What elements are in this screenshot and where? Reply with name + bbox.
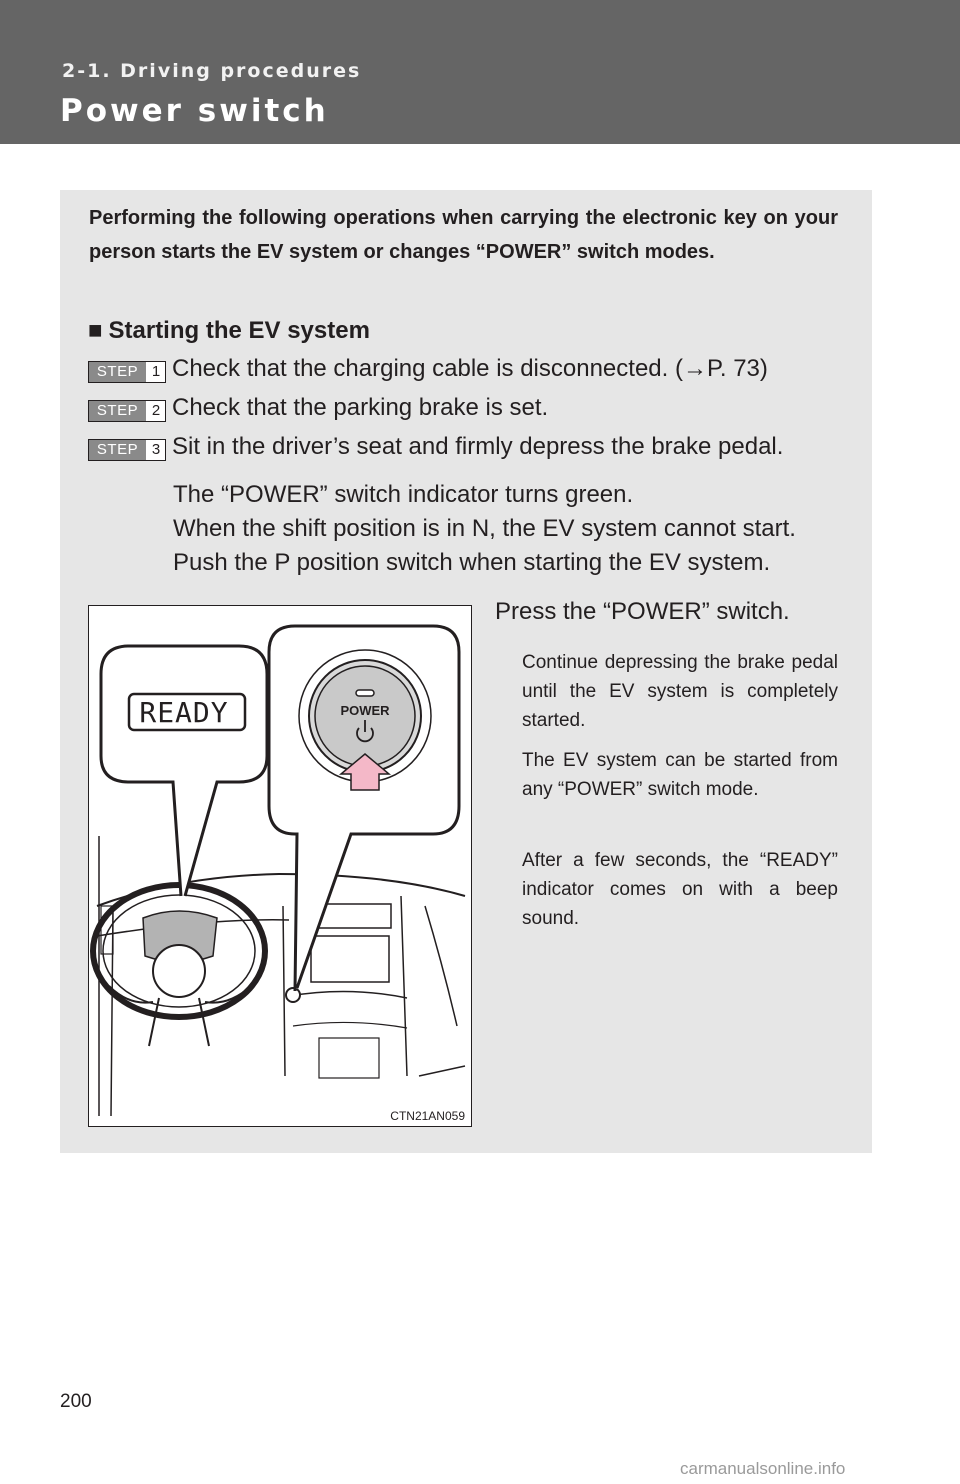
illustration-code: CTN21AN059 (390, 1109, 465, 1123)
dashboard-drawing (89, 606, 473, 1128)
step3-note: Push the P position switch when starting the EV system. (173, 549, 771, 576)
step-badge-label: STEP (89, 362, 146, 382)
step-badge (88, 361, 166, 383)
power-button-label: POWER (340, 703, 390, 718)
intro-paragraph: Performing the following operations when carrying the electronic key on your person starts the EV system or changes “POWER” switch modes. (89, 207, 838, 263)
step4-note: Continue depressing the brake pedal until the EV system is completely started. (522, 652, 838, 731)
step-badge-label: STEP (89, 440, 146, 460)
step3-note: When the shift position is in N, the EV system cannot start. (173, 515, 796, 542)
page-title: Power switch (60, 93, 329, 129)
step-badge (88, 439, 166, 461)
step-4-text: Press the “POWER” switch. (495, 598, 790, 625)
step-badge-label: STEP (89, 401, 146, 421)
step3-note: The “POWER” switch indicator turns green. (173, 481, 634, 508)
page-number: 200 (60, 1391, 92, 1412)
subheading (88, 317, 370, 345)
watermark: carmanualsonline.info (680, 1459, 846, 1478)
section-label: 2-1. Driving procedures (62, 60, 362, 82)
step4-note: The EV system can be started from any “POWER” switch mode. (522, 750, 838, 800)
step-text: Check that the parking brake is set. (172, 394, 549, 421)
step-badge (88, 400, 166, 422)
step-text: Sit in the driver’s seat and firmly depress the brake pedal. (172, 433, 784, 460)
step-badge-number: 3 (151, 441, 161, 458)
step-text: Check that the charging cable is disconnected. (→P. 73) (172, 355, 768, 382)
step-badge-number: 1 (151, 363, 161, 380)
ready-indicator-text: READY (139, 696, 229, 729)
dashboard-illustration (88, 605, 472, 1127)
subheading-text: Starting the EV system (108, 317, 370, 344)
step4-note: After a few seconds, the “READY” indicator comes on with a beep sound. (522, 850, 838, 929)
square-bullet-icon: ■ (88, 317, 103, 344)
step-badge-number: 2 (151, 402, 161, 419)
